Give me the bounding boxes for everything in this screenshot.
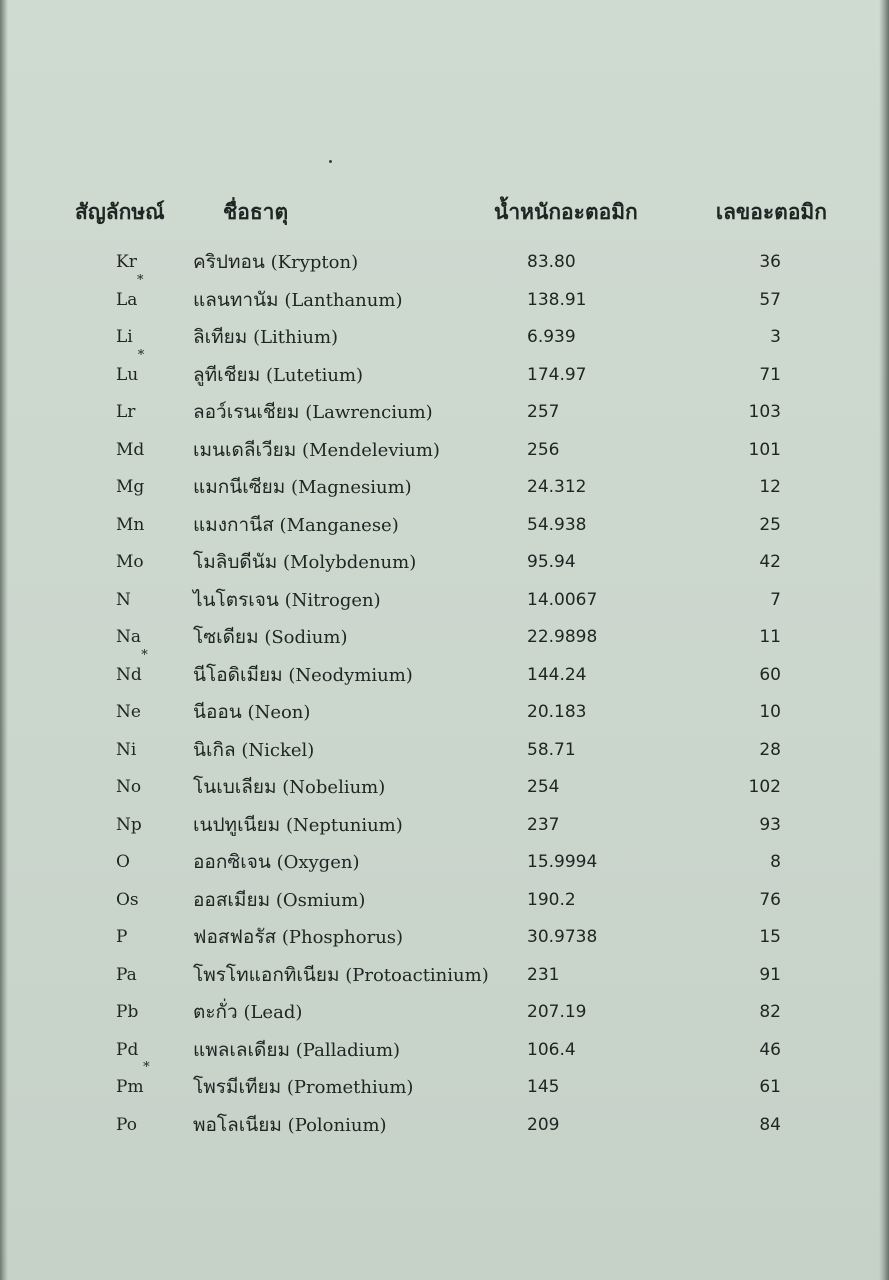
element-name	[193, 1032, 400, 1069]
element-name-thai: ฟอสฟอรัส	[193, 926, 277, 948]
atomic-weight: 209	[527, 1114, 560, 1135]
element-name	[193, 957, 489, 994]
element-name-thai: ไนโตรเจน	[193, 588, 279, 611]
element-name-thai: ตะกั่ว	[193, 1001, 238, 1023]
element-symbol: Pb	[116, 1002, 139, 1022]
element-name	[193, 357, 363, 394]
table-row	[0, 272, 889, 320]
atomic-weight: 54.938	[527, 514, 587, 535]
element-name-thai: โพรมีเทียม	[193, 1076, 282, 1098]
element-symbol: Np	[116, 814, 142, 835]
element-name-thai: โซเดียม	[193, 626, 259, 648]
element-table	[0, 194, 889, 1144]
element-name-english: (Neodymium)	[288, 664, 413, 686]
element-name-thai: นีออน	[193, 701, 242, 723]
element-name-english: (Protoactinium)	[345, 964, 489, 986]
element-symbol: Ni	[116, 739, 137, 760]
atomic-weight: 83.80	[527, 252, 576, 272]
atomic-number: 25	[759, 514, 781, 535]
element-symbol: Pd	[116, 1039, 139, 1060]
element-symbol: P	[116, 927, 128, 947]
element-name-thai: พอโลเนียม	[193, 1113, 282, 1136]
atomic-number: 28	[759, 739, 781, 760]
element-name-thai: โมลิบดีนัม	[193, 551, 278, 573]
atomic-weight: 144.24	[527, 664, 587, 685]
table-body	[0, 244, 889, 1144]
element-name-english: (Osmium)	[275, 889, 366, 911]
header-number: เลขอะตอมิก	[715, 200, 827, 224]
table-row	[0, 244, 889, 282]
atomic-weight: 6.939	[527, 327, 576, 347]
element-name-english: (Nobelium)	[282, 777, 386, 798]
atomic-number: 10	[759, 702, 781, 722]
footnote-star: *	[137, 347, 145, 363]
atomic-number: 102	[748, 777, 781, 797]
element-name-english: (Lead)	[243, 1002, 303, 1023]
table-row	[0, 507, 889, 545]
atomic-weight: 256	[527, 439, 560, 460]
atomic-weight: 207.19	[527, 1002, 587, 1022]
element-name-english: (Palladium)	[295, 1039, 401, 1061]
table-row	[0, 807, 889, 845]
element-name-english: (Nickel)	[241, 739, 315, 761]
footnote-star: *	[143, 1060, 150, 1075]
element-name-thai: แลนทานัม	[193, 288, 279, 311]
atomic-number: 46	[759, 1039, 781, 1060]
table-row	[0, 769, 889, 807]
element-name	[193, 919, 403, 956]
atomic-number: 11	[759, 627, 781, 647]
element-name-thai: นีโอดิเมียม	[193, 663, 283, 686]
atomic-number: 71	[759, 364, 781, 385]
element-name-thai: นิเกิล	[193, 738, 236, 761]
ink-speck	[329, 160, 332, 163]
element-name	[193, 994, 302, 1031]
element-name	[193, 282, 402, 319]
element-name-english: (Sodium)	[264, 627, 348, 648]
element-name-thai: โพรโทแอกทิเนียม	[193, 963, 340, 986]
element-name-thai: ออกซิเจน	[193, 851, 271, 873]
element-name	[193, 769, 385, 806]
element-symbol: Mn	[116, 514, 145, 535]
table-header	[0, 194, 889, 244]
element-symbol: Na	[116, 627, 142, 647]
element-name-english: (Polonium)	[287, 1114, 387, 1136]
atomic-number: 91	[759, 964, 781, 985]
atomic-number: 103	[748, 402, 781, 422]
footnote-star: *	[141, 647, 148, 663]
atomic-number: 36	[759, 252, 781, 272]
atomic-weight: 190.2	[527, 889, 576, 910]
element-name-english: (Nitrogen)	[284, 589, 381, 611]
table-row	[0, 1107, 889, 1145]
element-name	[193, 582, 381, 619]
element-symbol: Os	[116, 889, 139, 910]
table-row	[0, 694, 889, 732]
footnote-star: *	[136, 272, 144, 288]
table-row	[0, 582, 889, 620]
atomic-weight: 174.97	[527, 364, 587, 385]
atomic-number: 76	[759, 889, 781, 910]
element-name-english: (Magnesium)	[291, 477, 412, 498]
table-row	[0, 619, 889, 657]
element-name-thai: โนเบเลียม	[193, 776, 277, 798]
element-name-thai: คริปทอน	[193, 251, 265, 273]
table-row	[0, 732, 889, 770]
element-name-english: (Oxygen)	[276, 852, 360, 873]
element-name-english: (Lawrencium)	[305, 402, 433, 423]
element-symbol: Mo	[116, 552, 144, 572]
element-name	[193, 1069, 413, 1106]
atomic-number: 3	[770, 327, 781, 347]
element-name	[193, 394, 433, 431]
element-name	[193, 319, 338, 356]
table-row	[0, 882, 889, 920]
element-symbol: Nd *	[116, 647, 148, 685]
header-weight: น้ำหนักอะตอมิก	[494, 200, 638, 224]
element-name-english: (Krypton)	[270, 252, 359, 273]
element-name-english: (Manganese)	[279, 514, 399, 536]
atomic-number: 84	[759, 1114, 781, 1135]
atomic-weight: 14.0067	[527, 589, 598, 610]
element-name-english: (Molybdenum)	[283, 552, 417, 573]
element-symbol: Li	[116, 327, 133, 347]
element-name-english: (Neptunium)	[285, 814, 403, 836]
element-symbol: N	[116, 589, 131, 610]
table-row	[0, 994, 889, 1032]
element-name	[193, 844, 359, 881]
table-row	[0, 919, 889, 957]
atomic-weight: 15.9994	[527, 852, 598, 872]
atomic-weight: 30.9738	[527, 927, 598, 947]
element-name-thai: แพลเลเดียม	[193, 1038, 291, 1061]
element-name	[193, 432, 440, 469]
element-symbol: Md	[116, 439, 145, 460]
element-name	[193, 507, 399, 544]
atomic-number: 15	[759, 927, 781, 947]
element-name	[193, 657, 413, 694]
element-name	[193, 1107, 387, 1144]
table-row	[0, 1060, 889, 1107]
table-row	[0, 544, 889, 582]
table-row	[0, 469, 889, 507]
element-name-thai: แมกนีเซียม	[193, 476, 286, 498]
element-name	[193, 882, 365, 919]
table-row	[0, 844, 889, 882]
element-name	[193, 694, 310, 731]
atomic-number: 101	[748, 439, 781, 460]
element-symbol: Lu *	[116, 347, 145, 385]
atomic-weight: 106.4	[527, 1039, 576, 1060]
element-name-thai: ลอว์เรนเชียม	[193, 401, 300, 423]
element-symbol: No	[116, 777, 142, 797]
atomic-weight: 24.312	[527, 477, 587, 497]
element-name	[193, 807, 403, 844]
atomic-number: 93	[759, 814, 781, 835]
element-symbol: Lr	[116, 402, 136, 422]
atomic-weight: 138.91	[527, 289, 587, 310]
atomic-weight: 237	[527, 814, 560, 835]
element-name	[193, 732, 314, 769]
atomic-weight: 145	[527, 1077, 560, 1097]
atomic-number: 8	[770, 852, 781, 872]
element-name-thai: เนปทูเนียม	[193, 813, 281, 836]
element-symbol: O	[116, 852, 130, 872]
element-symbol: Ne	[116, 702, 141, 722]
table-row	[0, 1032, 889, 1070]
element-name-thai: ลิเทียม	[193, 326, 248, 348]
element-name-english: (Lanthanum)	[284, 289, 403, 311]
element-name-english: (Mendelevium)	[302, 439, 440, 461]
table-row	[0, 394, 889, 432]
atomic-number: 61	[759, 1077, 781, 1097]
element-name-english: (Neon)	[247, 702, 311, 723]
atomic-weight: 231	[527, 964, 560, 985]
element-name-thai: แมงกานีส	[193, 513, 274, 536]
atomic-number: 57	[759, 289, 781, 310]
element-symbol: Mg	[116, 477, 145, 497]
element-symbol: Pm *	[116, 1060, 150, 1097]
atomic-weight: 20.183	[527, 702, 587, 722]
element-name-thai: ลูทีเชียม	[193, 363, 261, 386]
table-row	[0, 347, 889, 395]
element-symbol: Pa	[116, 964, 137, 985]
atomic-number: 60	[759, 664, 781, 685]
element-name	[193, 469, 412, 506]
header-symbol: สัญลักษณ์	[75, 200, 165, 224]
atomic-weight: 22.9898	[527, 627, 598, 647]
table-row	[0, 957, 889, 995]
atomic-weight: 257	[527, 402, 560, 422]
element-name-english: (Phosphorus)	[281, 927, 404, 948]
atomic-number: 7	[770, 589, 781, 610]
element-symbol: La *	[116, 272, 144, 310]
element-symbol: Po	[116, 1114, 137, 1135]
table-row	[0, 432, 889, 470]
table-row	[0, 647, 889, 695]
atomic-weight: 58.71	[527, 739, 576, 760]
atomic-weight: 95.94	[527, 552, 576, 572]
element-name-english: (Promethium)	[286, 1077, 414, 1098]
element-name	[193, 244, 358, 281]
atomic-weight: 254	[527, 777, 560, 797]
table-row	[0, 319, 889, 357]
header-name: ชื่อธาตุ	[223, 200, 289, 224]
element-name	[193, 619, 347, 656]
element-name-english: (Lutetium)	[265, 364, 364, 386]
atomic-number: 42	[759, 552, 781, 572]
element-name-english: (Lithium)	[253, 327, 339, 348]
atomic-number: 12	[759, 477, 781, 497]
element-symbol: Kr	[116, 252, 137, 272]
element-name	[193, 544, 416, 581]
element-name-thai: ออสเมียม	[193, 888, 271, 911]
element-name-thai: เมนเดลีเวียม	[193, 438, 297, 461]
atomic-number: 82	[759, 1002, 781, 1022]
